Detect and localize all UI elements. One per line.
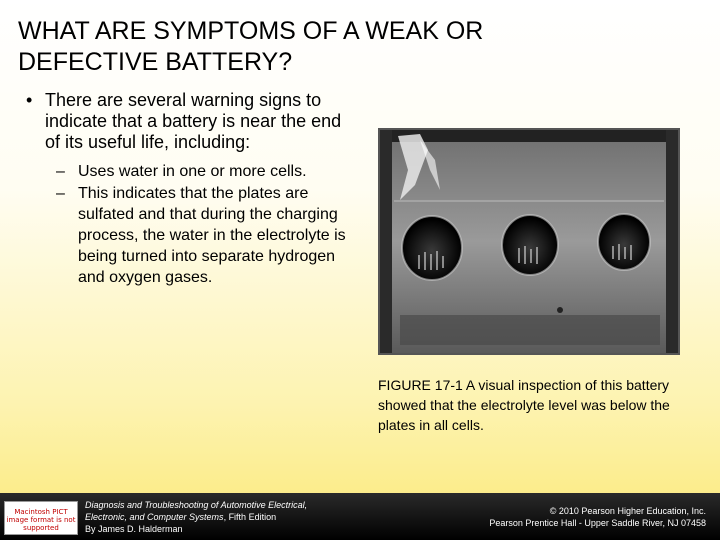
- bullet-list: [26, 90, 346, 289]
- publisher-logo-placeholder: Macintosh PICT image format is not supported: [4, 501, 78, 535]
- sub-bullet-item: [26, 183, 346, 288]
- bullet-item: [26, 90, 346, 153]
- sub-bullet-marker: –: [56, 185, 65, 202]
- book-author: By James D. Halderman: [85, 524, 183, 534]
- figure-caption: [378, 375, 678, 435]
- bullet-text: There are several warning signs to indicate that a battery is near the end of its useful life, including:: [45, 90, 342, 152]
- figure-caption-text: A visual inspection of this battery showed that the electrolyte level was below the plates in all cells.: [378, 377, 670, 433]
- copyright-line1: © 2010 Pearson Higher Education, Inc.: [549, 506, 706, 516]
- copyright-line2: Pearson Prentice Hall - Upper Saddle River, NJ 07458: [489, 518, 706, 528]
- slide-title: WHAT ARE SYMPTOMS OF A WEAK OR DEFECTIVE BATTERY?: [18, 17, 484, 76]
- battery-photo-image: [380, 130, 678, 353]
- bullet-marker: •: [26, 90, 33, 110]
- copyright: [426, 505, 706, 529]
- book-title-line2: [85, 511, 355, 523]
- sub-bullet-list: [26, 161, 346, 288]
- book-title-line1: Diagnosis and Troubleshooting of Automotive Electrical,: [85, 500, 308, 510]
- battery-photo: [378, 128, 680, 355]
- footer-bar: [0, 493, 720, 540]
- sub-bullet-text: This indicates that the plates are sulfated and that during the charging process, the water in the electrolyte is being turned into separate hydrogen and oxygen gases.: [78, 185, 346, 286]
- sub-bullet-marker: –: [56, 163, 65, 180]
- book-credit: [85, 499, 355, 535]
- figure-label: FIGURE 17-1: [378, 377, 463, 393]
- book-title-line2-text: Electronic, and Computer Systems: [85, 512, 224, 522]
- sub-bullet-text: Uses water in one or more cells.: [78, 163, 307, 180]
- sub-bullet-item: [26, 161, 346, 182]
- book-edition: , Fifth Edition: [223, 512, 277, 522]
